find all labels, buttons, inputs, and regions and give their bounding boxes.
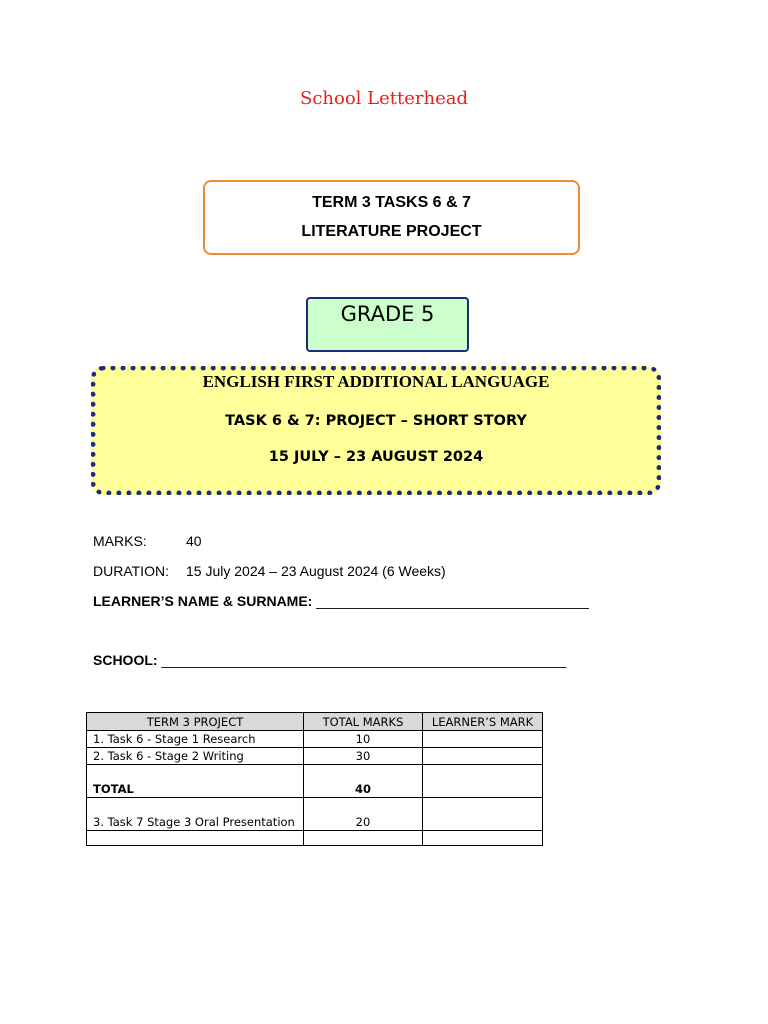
row-total: 40 — [304, 765, 423, 798]
row-total — [304, 831, 423, 846]
duration-row — [93, 563, 446, 579]
table-row-total — [87, 765, 543, 798]
table-row — [87, 748, 543, 765]
school-label: SCHOOL: — [93, 652, 158, 668]
learner-name-row — [93, 593, 589, 609]
marks-table — [86, 712, 543, 846]
header-learners-mark: LEARNER’S MARK — [423, 713, 543, 731]
learner-name-label: LEARNER’S NAME & SURNAME: — [93, 593, 313, 609]
table-row — [87, 798, 543, 831]
school-blank[interactable]: ____________________________________________________ — [161, 652, 567, 668]
marks-label: MARKS: — [93, 533, 147, 549]
row-total: 30 — [304, 748, 423, 765]
project-title: LITERATURE PROJECT — [301, 223, 482, 240]
school-row — [93, 652, 566, 668]
row-total: 10 — [304, 731, 423, 748]
task-title: TASK 6 & 7: PROJECT – SHORT STORY — [225, 413, 527, 429]
row-item: 2. Task 6 - Stage 2 Writing — [87, 748, 304, 765]
row-learner-mark[interactable] — [423, 831, 543, 846]
row-learner-mark[interactable] — [423, 798, 543, 831]
term-title: TERM 3 TASKS 6 & 7 — [312, 194, 471, 211]
school-letterhead: School Letterhead — [300, 88, 468, 109]
task-dates: 15 JULY – 23 AUGUST 2024 — [268, 449, 484, 465]
row-learner-mark[interactable] — [423, 731, 543, 748]
header-term-project: TERM 3 PROJECT — [87, 713, 304, 731]
term-title-box — [203, 180, 580, 255]
row-item: TOTAL — [87, 765, 304, 798]
row-item: 1. Task 6 - Stage 1 Research — [87, 731, 304, 748]
row-learner-mark[interactable] — [423, 765, 543, 798]
learner-name-blank[interactable]: ___________________________________ — [316, 593, 589, 609]
header-total-marks: TOTAL MARKS — [304, 713, 423, 731]
duration-value: 15 July 2024 – 23 August 2024 (6 Weeks) — [186, 563, 446, 579]
row-item: 3. Task 7 Stage 3 Oral Presentation — [87, 798, 304, 831]
table-row — [87, 731, 543, 748]
table-header-row — [87, 713, 543, 731]
row-item — [87, 831, 304, 846]
subject-box — [91, 366, 661, 495]
subject-title: ENGLISH FIRST ADDITIONAL LANGUAGE — [202, 372, 550, 391]
marks-row — [93, 533, 202, 549]
row-learner-mark[interactable] — [423, 748, 543, 765]
grade-badge: GRADE 5 — [306, 297, 469, 352]
row-total: 20 — [304, 798, 423, 831]
marks-value: 40 — [186, 533, 202, 549]
table-row-empty — [87, 831, 543, 846]
duration-label: DURATION: — [93, 563, 169, 579]
